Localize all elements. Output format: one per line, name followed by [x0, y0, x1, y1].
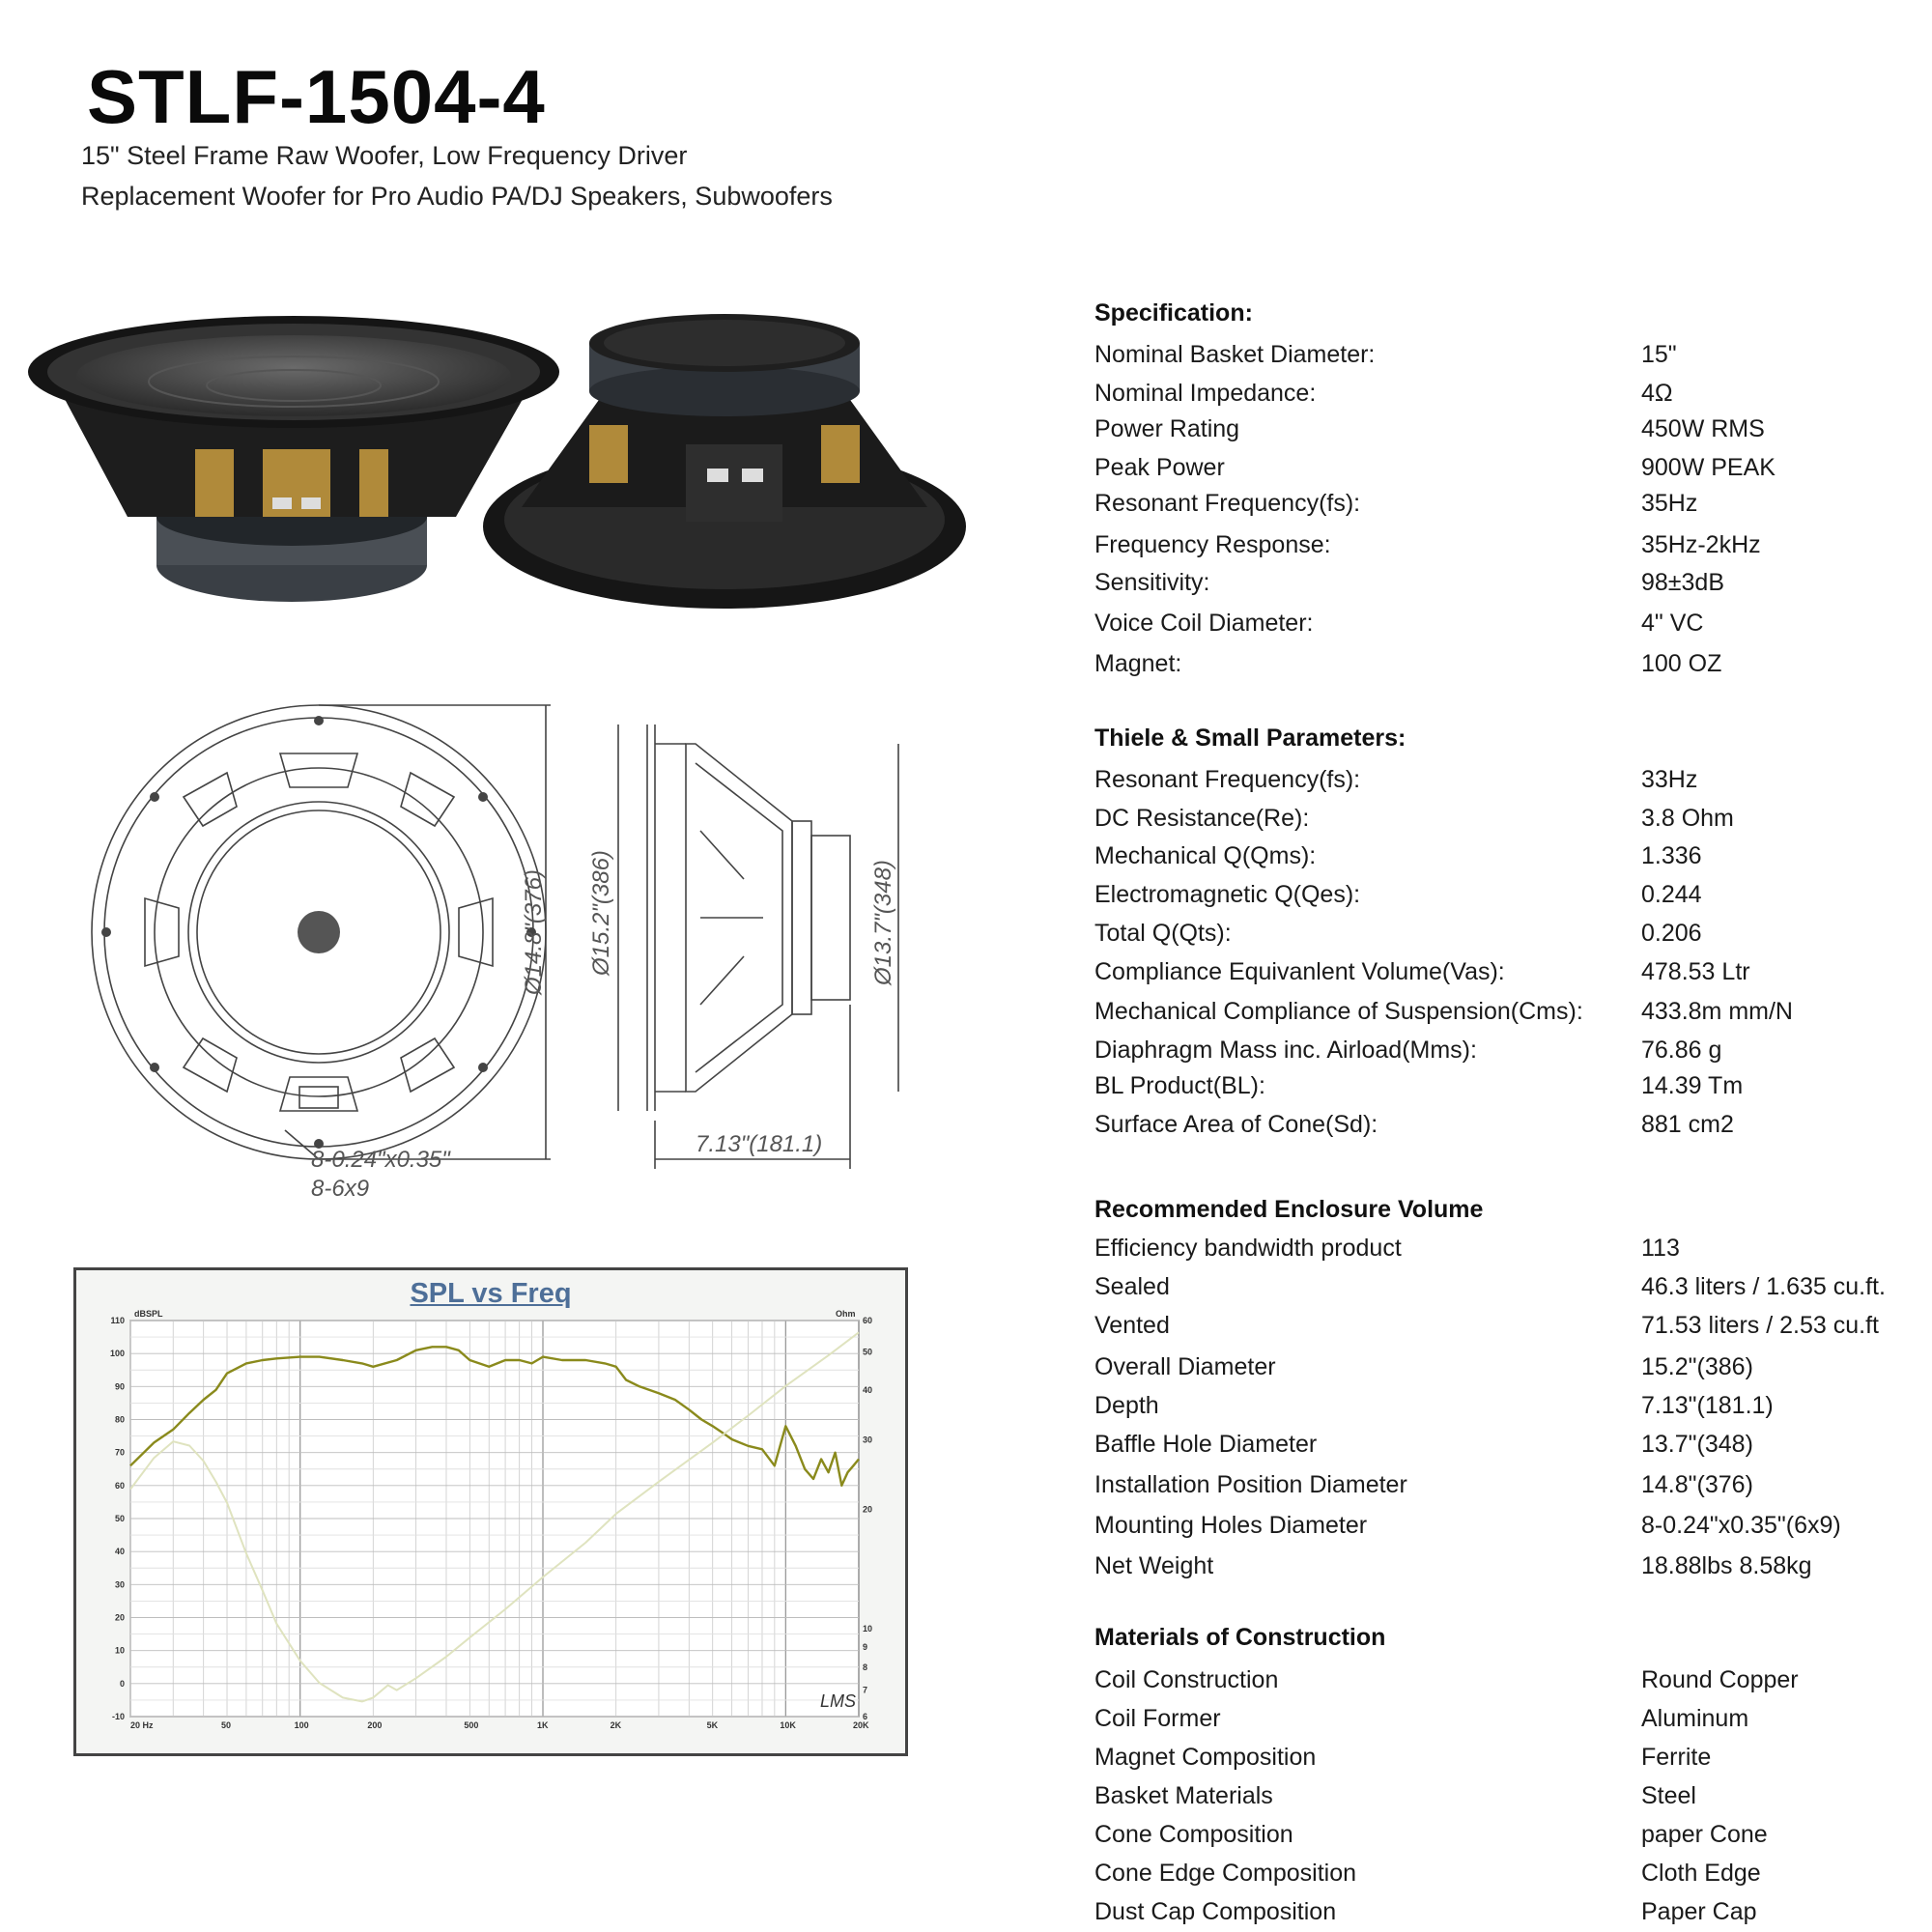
product-subtitle-line-2: Replacement Woofer for Pro Audio PA/DJ Speakers, Subwoofers: [81, 182, 833, 211]
spec-row: [1094, 490, 1925, 523]
side-dimension-drawing: [588, 715, 937, 1188]
spl-graph-plot: [76, 1270, 905, 1753]
spec-label: Voice Coil Diameter:: [1094, 610, 1314, 637]
spec-value: 35Hz: [1641, 490, 1698, 517]
spec-row: [1094, 341, 1925, 374]
spec-value: 3.8 Ohm: [1641, 805, 1734, 832]
x-tick-label: 500: [464, 1720, 479, 1730]
spec-row: [1094, 1744, 1925, 1776]
left-axis-unit: dBSPL: [134, 1309, 163, 1319]
spec-section-title: Thiele & Small Parameters:: [1094, 724, 1406, 752]
spec-label: Basket Materials: [1094, 1782, 1273, 1809]
spec-value: 113: [1641, 1235, 1680, 1262]
spec-label: Nominal Impedance:: [1094, 380, 1317, 407]
spec-row: [1094, 1111, 1925, 1144]
spec-row: [1094, 1037, 1925, 1069]
left-tick-label: 90: [114, 1381, 125, 1392]
x-tick-label: 2K: [610, 1720, 622, 1730]
woofer-front-photo: [12, 304, 553, 623]
lms-watermark: LMS: [820, 1691, 857, 1711]
spec-label: Surface Area of Cone(Sd):: [1094, 1111, 1378, 1138]
spec-row: [1094, 1235, 1925, 1267]
spec-value: Round Copper: [1641, 1666, 1799, 1693]
right-tick-label: 6: [863, 1712, 868, 1721]
spec-row: [1094, 1898, 1925, 1931]
left-tick-label: 80: [114, 1414, 125, 1425]
spec-label: BL Product(BL):: [1094, 1072, 1265, 1099]
left-tick-label: 70: [114, 1447, 125, 1458]
spec-row: [1094, 842, 1925, 875]
right-tick-label: 50: [863, 1347, 873, 1357]
spec-value: 33Hz: [1641, 766, 1698, 793]
woofer-rear-photo: [483, 299, 966, 609]
left-tick-label: 20: [114, 1612, 125, 1623]
right-tick-label: 40: [863, 1385, 873, 1396]
front-dimension-drawing: [58, 705, 657, 1208]
right-tick-label: 60: [863, 1316, 873, 1325]
left-tick-label: 110: [110, 1316, 125, 1325]
x-tick-label: 1K: [537, 1720, 549, 1730]
spec-row: [1094, 1821, 1925, 1854]
right-tick-label: 9: [863, 1641, 868, 1652]
spec-label: Magnet Composition: [1094, 1744, 1317, 1771]
spec-label: Sensitivity:: [1094, 569, 1210, 596]
spec-label: DC Resistance(Re):: [1094, 805, 1310, 832]
spec-row: [1094, 454, 1925, 487]
spec-label: Peak Power: [1094, 454, 1225, 481]
spec-row: [1094, 1512, 1925, 1545]
spec-label: Total Q(Qts):: [1094, 920, 1232, 947]
spec-label: Coil Construction: [1094, 1666, 1279, 1693]
spec-row: [1094, 1392, 1925, 1425]
product-subtitle-line-1: 15" Steel Frame Raw Woofer, Low Frequency Driver: [81, 141, 688, 170]
spec-label: Dust Cap Composition: [1094, 1898, 1337, 1925]
spec-value: 46.3 liters / 1.635 cu.ft.: [1641, 1273, 1886, 1300]
spec-row: [1094, 610, 1925, 642]
product-title: STLF-1504-4: [87, 54, 546, 139]
left-tick-label: 0: [119, 1678, 125, 1689]
spec-row: [1094, 569, 1925, 602]
spec-row: [1094, 415, 1925, 448]
holes-dimension-mm-label: 8-6x9: [311, 1176, 370, 1202]
spec-row: [1094, 998, 1925, 1031]
spec-label: Compliance Equivanlent Volume(Vas):: [1094, 958, 1505, 985]
spec-label: Cone Composition: [1094, 1821, 1293, 1848]
spec-value: 4" VC: [1641, 610, 1704, 637]
right-tick-label: 30: [863, 1435, 873, 1445]
spec-value: 76.86 g: [1641, 1037, 1722, 1064]
spec-row: [1094, 1431, 1925, 1463]
spec-label: Nominal Basket Diameter:: [1094, 341, 1376, 368]
spec-value: Ferrite: [1641, 1744, 1712, 1771]
spec-value: 7.13"(181.1): [1641, 1392, 1774, 1419]
spec-row: [1094, 1705, 1925, 1738]
holes-dimension-label: 8-0.24"x0.35": [311, 1147, 450, 1173]
left-tick-label: 100: [109, 1349, 125, 1359]
spec-label: Mechanical Compliance of Suspension(Cms):: [1094, 998, 1583, 1025]
spec-row: [1094, 1072, 1925, 1105]
spec-value: 0.206: [1641, 920, 1702, 947]
spec-value: 35Hz-2kHz: [1641, 531, 1761, 558]
spec-row: [1094, 1353, 1925, 1386]
spec-value: 18.88lbs 8.58kg: [1641, 1552, 1812, 1579]
spec-label: Baffle Hole Diameter: [1094, 1431, 1318, 1458]
right-tick-label: 10: [863, 1624, 873, 1634]
spec-value: 71.53 liters / 2.53 cu.ft: [1641, 1312, 1879, 1339]
x-tick-label: 50: [221, 1720, 232, 1730]
spec-value: 0.244: [1641, 881, 1702, 908]
spec-label: Frequency Response:: [1094, 531, 1331, 558]
right-tick-label: 20: [863, 1504, 873, 1515]
spec-value: Paper Cap: [1641, 1898, 1757, 1925]
spec-label: Mechanical Q(Qms):: [1094, 842, 1317, 869]
spec-row: [1094, 805, 1925, 838]
spec-value: Steel: [1641, 1782, 1696, 1809]
spec-row: [1094, 920, 1925, 952]
spec-row: [1094, 1666, 1925, 1699]
spec-row: [1094, 1273, 1925, 1306]
right-axis-unit: Ohm: [836, 1309, 856, 1319]
x-tick-label: 20 Hz: [130, 1720, 154, 1730]
spec-label: Electromagnetic Q(Qes):: [1094, 881, 1361, 908]
spec-label: Net Weight: [1094, 1552, 1214, 1579]
spec-value: 14.8"(376): [1641, 1471, 1753, 1498]
spec-label: Magnet:: [1094, 650, 1182, 677]
spec-label: Depth: [1094, 1392, 1159, 1419]
left-tick-label: 60: [114, 1480, 125, 1491]
spec-row: [1094, 1860, 1925, 1892]
spec-value: Cloth Edge: [1641, 1860, 1761, 1887]
x-tick-label: 5K: [706, 1720, 719, 1730]
spec-value: 433.8m mm/N: [1641, 998, 1793, 1025]
spec-label: Sealed: [1094, 1273, 1170, 1300]
spec-row: [1094, 1471, 1925, 1504]
right-tick-label: 8: [863, 1662, 868, 1672]
spec-label: Resonant Frequency(fs):: [1094, 766, 1361, 793]
spec-value: 14.39 Tm: [1641, 1072, 1744, 1099]
x-tick-label: 100: [294, 1720, 309, 1730]
baffle-hole-diameter-label: Ø13.7"(348): [870, 860, 896, 985]
spec-label: Diaphragm Mass inc. Airload(Mms):: [1094, 1037, 1477, 1064]
spec-value: 881 cm2: [1641, 1111, 1734, 1138]
left-tick-label: 10: [114, 1645, 125, 1656]
spl-frequency-graph: [73, 1267, 908, 1756]
spec-value: Aluminum: [1641, 1705, 1749, 1732]
spec-label: Power Rating: [1094, 415, 1240, 442]
spec-row: [1094, 881, 1925, 914]
spec-label: Coil Former: [1094, 1705, 1221, 1732]
spec-section-title: Recommended Enclosure Volume: [1094, 1196, 1484, 1223]
spec-row: [1094, 958, 1925, 991]
x-tick-label: 200: [367, 1720, 383, 1730]
spec-row: [1094, 766, 1925, 799]
spec-value: 900W PEAK: [1641, 454, 1776, 481]
spec-row: [1094, 1552, 1925, 1585]
installation-diameter-label: Ø14.8"(376): [521, 869, 547, 995]
spec-row: [1094, 380, 1925, 412]
spec-value: 100 OZ: [1641, 650, 1722, 677]
spec-value: 15": [1641, 341, 1677, 368]
spec-value: 15.2"(386): [1641, 1353, 1753, 1380]
spec-value: 98±3dB: [1641, 569, 1725, 596]
left-tick-label: 30: [114, 1579, 125, 1590]
spec-value: 8-0.24"x0.35"(6x9): [1641, 1512, 1841, 1539]
spec-value: 478.53 Ltr: [1641, 958, 1750, 985]
overall-diameter-label: Ø15.2"(386): [588, 850, 614, 976]
right-tick-label: 7: [863, 1685, 868, 1695]
spec-row: [1094, 1312, 1925, 1345]
spec-label: Efficiency bandwidth product: [1094, 1235, 1402, 1262]
left-tick-label: -10: [111, 1712, 125, 1721]
spec-label: Overall Diameter: [1094, 1353, 1276, 1380]
spec-section-title: Materials of Construction: [1094, 1624, 1386, 1651]
x-tick-label: 10K: [780, 1720, 796, 1730]
spec-value: 1.336: [1641, 842, 1702, 869]
depth-dimension-label: 7.13"(181.1): [696, 1131, 823, 1157]
spec-value: 4Ω: [1641, 380, 1673, 407]
spec-label: Installation Position Diameter: [1094, 1471, 1407, 1498]
spec-row: [1094, 1782, 1925, 1815]
left-tick-label: 50: [114, 1514, 125, 1523]
spec-label: Mounting Holes Diameter: [1094, 1512, 1368, 1539]
spec-label: Cone Edge Composition: [1094, 1860, 1356, 1887]
spec-label: Vented: [1094, 1312, 1170, 1339]
spec-row: [1094, 531, 1925, 564]
spec-value: paper Cone: [1641, 1821, 1768, 1848]
left-tick-label: 40: [114, 1547, 125, 1557]
spec-label: Resonant Frequency(fs):: [1094, 490, 1361, 517]
spec-value: 13.7"(348): [1641, 1431, 1753, 1458]
spec-section-title: Specification:: [1094, 299, 1253, 327]
x-tick-label: 20K: [853, 1720, 869, 1730]
graph-title: SPL vs Freq: [410, 1278, 572, 1309]
spec-row: [1094, 650, 1925, 683]
spec-value: 450W RMS: [1641, 415, 1765, 442]
